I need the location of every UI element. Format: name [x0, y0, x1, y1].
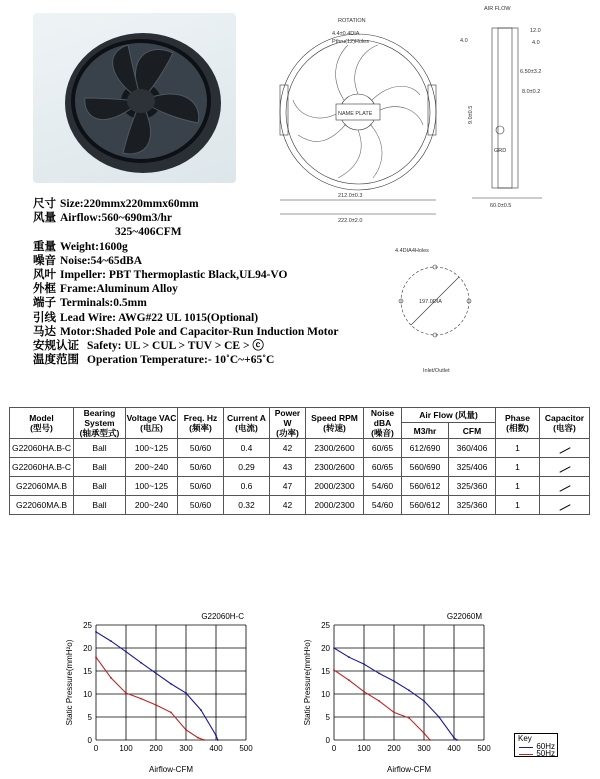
capacitor-symbol-icon — [559, 504, 570, 511]
performance-chart-h — [60, 605, 280, 775]
y-tick-label: 10 — [83, 690, 92, 699]
spec-label-cn: 尺寸 — [33, 198, 56, 210]
spec-row — [33, 211, 373, 225]
y-tick-label: 10 — [321, 690, 330, 699]
spec-label-cn: 引线 — [33, 311, 56, 324]
table-row — [10, 496, 590, 515]
data-point — [408, 717, 410, 719]
data-point — [393, 680, 395, 682]
spec-row — [33, 268, 373, 282]
data-point — [215, 735, 217, 737]
hole-count: Pthru(12)Holes — [332, 39, 369, 45]
table-cell: 612/690 — [402, 439, 449, 458]
th-model: Model (型号) — [10, 408, 74, 439]
spec-row — [33, 325, 373, 339]
table-cell: 60/65 — [364, 458, 402, 477]
table-cell: 325/360 — [449, 496, 496, 515]
x-tick-label: 300 — [179, 744, 193, 753]
th-capacitor: Capacitor (电容) — [540, 408, 590, 439]
x-tick-label: 0 — [93, 744, 99, 753]
spec-label-cn: 风叶 — [33, 268, 56, 281]
table-cell: 1 — [496, 458, 540, 477]
data-point — [438, 716, 440, 718]
spec-label-cn: 噪音 — [33, 254, 56, 267]
table-cell: 560/690 — [402, 458, 449, 477]
data-point — [363, 691, 365, 693]
table-cell: 2000/2300 — [306, 477, 364, 496]
spec-row — [33, 311, 373, 325]
spec-row — [33, 296, 373, 310]
spec-value: Noise:54~65dBA — [60, 254, 143, 267]
data-point — [217, 739, 219, 741]
table-cell: Ball — [74, 458, 126, 477]
x-axis-label: Airflow-CFM — [149, 765, 193, 774]
table-cell: 2000/2300 — [306, 496, 364, 515]
data-point — [333, 669, 335, 671]
x-axis-label: Airflow-CFM — [387, 765, 431, 774]
x-tick-label: 200 — [149, 744, 163, 753]
spec-table — [9, 407, 590, 515]
y-tick-label: 15 — [321, 667, 330, 676]
spec-row — [33, 254, 373, 268]
spec-label-cn: 马达 — [33, 325, 56, 338]
th-phase: Phase (相数) — [496, 408, 540, 439]
table-cell: 100~125 — [126, 439, 178, 458]
table-cell: 43 — [270, 458, 306, 477]
chart-key — [514, 733, 558, 757]
table-cell: 1 — [496, 496, 540, 515]
data-point — [348, 679, 350, 681]
y-tick-label: 0 — [325, 736, 330, 745]
table-cell: 0.29 — [224, 458, 270, 477]
spec-row — [33, 353, 373, 367]
data-point — [203, 739, 205, 741]
table-cell: 2300/2600 — [306, 458, 364, 477]
table-cell: 0.6 — [224, 477, 270, 496]
dim-212: 212.0±0.3 — [338, 193, 363, 199]
table-row — [10, 477, 590, 496]
data-point — [95, 631, 97, 633]
spec-label-cn: 温度范围 — [33, 354, 79, 367]
front-view-drawing — [268, 0, 448, 230]
data-point — [185, 729, 187, 731]
spec-row — [33, 197, 373, 211]
th-freq: Freq. Hz (频率) — [178, 408, 224, 439]
data-point — [155, 704, 157, 706]
mounting-hole-drawing — [375, 238, 495, 378]
th-speed: Speed RPM (转速) — [306, 408, 364, 439]
data-point — [429, 739, 431, 741]
table-row — [10, 458, 590, 477]
data-point — [197, 737, 199, 739]
spec-value: Motor:Shaded Pole and Capacitor-Run Induction Motor — [60, 325, 339, 338]
table-cell: 200~240 — [126, 458, 178, 477]
spec-value: Frame:Aluminum Alloy — [60, 283, 178, 296]
data-point — [185, 692, 187, 694]
dim-60: 60.0±0.5 — [490, 203, 512, 209]
spec-row — [33, 339, 373, 353]
data-point — [110, 640, 112, 642]
data-point — [453, 737, 455, 739]
spec-label-cn: 重量 — [33, 240, 56, 253]
dim-650: 6.50±3.2 — [520, 69, 542, 75]
th-airflow: Air Flow (风量) — [402, 408, 496, 423]
table-cell: 54/60 — [364, 496, 402, 515]
x-tick-label: 100 — [119, 744, 133, 753]
dim-90: 9.0±0.5 — [468, 105, 474, 124]
data-point — [393, 712, 395, 714]
air-flow-label: AIR FLOW — [484, 6, 511, 12]
key-line-50hz — [519, 754, 533, 755]
y-tick-label: 5 — [87, 713, 92, 722]
table-cell: G22060HA.B-C — [10, 439, 74, 458]
data-point — [125, 692, 127, 694]
chart-key-title: Key — [518, 734, 532, 743]
table-cell: 50/60 — [178, 496, 224, 515]
th-bearing: Bearing System (轴承型式) — [74, 408, 126, 439]
spec-value: Terminals:0.5mm — [60, 297, 147, 310]
y-tick-label: 0 — [87, 736, 92, 745]
chart-title: G22060H-C — [201, 612, 244, 621]
dim-4a: 4.0 — [460, 38, 468, 44]
y-tick-label: 20 — [321, 644, 330, 653]
capacitor-cell — [540, 458, 590, 477]
table-cell: 360/406 — [449, 439, 496, 458]
spec-row — [33, 240, 373, 254]
table-cell: 47 — [270, 477, 306, 496]
y-tick-label: 15 — [83, 667, 92, 676]
name-plate-label: NAME PLATE — [338, 111, 373, 117]
y-axis-label: Static Pressure(mmH²o) — [65, 639, 74, 726]
x-tick-label: 0 — [331, 744, 337, 753]
table-cell: 54/60 — [364, 477, 402, 496]
spec-value: Safety: UL > CUL > TUV > CE > ⓒ — [87, 339, 264, 352]
th-current: Current A (电流) — [224, 408, 270, 439]
spec-value: 325~406CFM — [115, 226, 182, 239]
data-point — [200, 709, 202, 711]
spec-list — [33, 197, 373, 367]
table-cell: 1 — [496, 439, 540, 458]
x-tick-label: 400 — [209, 744, 223, 753]
data-point — [423, 732, 425, 734]
data-point — [456, 739, 458, 741]
data-point — [408, 689, 410, 691]
capacitor-symbol-icon — [559, 485, 570, 492]
table-cell: G22060MA.B — [10, 477, 74, 496]
chart-title: G22060M — [446, 612, 482, 621]
dim-12: 12.0 — [530, 28, 541, 34]
dim-222: 222.0±2.0 — [338, 218, 363, 224]
table-cell: 325/406 — [449, 458, 496, 477]
table-cell: Ball — [74, 477, 126, 496]
mount-dia-label: 197.0DIA — [419, 299, 442, 305]
data-point — [155, 672, 157, 674]
grd-label: GRD — [494, 148, 507, 154]
capacitor-symbol-icon — [559, 447, 570, 454]
table-cell: 42 — [270, 439, 306, 458]
data-point — [170, 712, 172, 714]
key-line-60hz — [519, 747, 533, 748]
data-point — [363, 663, 365, 665]
x-tick-label: 500 — [477, 744, 491, 753]
y-tick-label: 5 — [325, 713, 330, 722]
x-tick-label: 500 — [239, 744, 253, 753]
mount-holes-label: 4.4DIA4Holes — [395, 248, 429, 254]
spec-label-cn: 安规认证 — [33, 339, 79, 352]
data-point — [140, 698, 142, 700]
hole-note: 4.4±0.4DIA — [332, 31, 360, 37]
x-tick-label: 100 — [357, 744, 371, 753]
spec-value: Lead Wire: AWG#22 UL 1015(Optional) — [60, 311, 259, 324]
table-cell: 200~240 — [126, 496, 178, 515]
y-tick-label: 25 — [321, 621, 330, 630]
x-tick-label: 300 — [417, 744, 431, 753]
spec-value: Impeller: PBT Thermoplastic Black,UL94-VO — [60, 268, 288, 281]
table-cell: G22060MA.B — [10, 496, 74, 515]
chart-key-60hz: 60Hz — [536, 742, 555, 751]
capacitor-cell — [540, 496, 590, 515]
rotation-label: ROTATION — [338, 18, 366, 24]
th-noise: Noise dBA (噪音) — [364, 408, 402, 439]
x-tick-label: 200 — [387, 744, 401, 753]
data-point — [170, 683, 172, 685]
table-cell: 50/60 — [178, 477, 224, 496]
spec-label-cn: 风量 — [33, 212, 56, 225]
data-point — [95, 656, 97, 658]
table-cell: 560/612 — [402, 477, 449, 496]
capacitor-cell — [540, 439, 590, 458]
table-cell: 0.32 — [224, 496, 270, 515]
spec-value: Airflow:560~690m3/hr — [60, 212, 173, 225]
data-point — [110, 677, 112, 679]
table-cell: 2300/2600 — [306, 439, 364, 458]
capacitor-symbol-icon — [559, 466, 570, 473]
th-m3hr: M3/hr — [402, 423, 449, 439]
dim-8: 8.0±0.2 — [522, 89, 541, 95]
side-view-drawing — [452, 0, 572, 220]
table-cell: 100~125 — [126, 477, 178, 496]
x-tick-label: 400 — [447, 744, 461, 753]
table-cell: 560/612 — [402, 496, 449, 515]
table-cell: G22060HA.B-C — [10, 458, 74, 477]
table-cell: 1 — [496, 477, 540, 496]
chart-key-50hz: 50Hz — [536, 749, 555, 758]
table-cell: 50/60 — [178, 458, 224, 477]
spec-row — [33, 282, 373, 296]
table-cell: Ball — [74, 439, 126, 458]
spec-row — [33, 225, 373, 239]
table-cell: Ball — [74, 496, 126, 515]
spec-label-cn: 外框 — [33, 283, 56, 296]
y-tick-label: 20 — [83, 644, 92, 653]
th-cfm: CFM — [449, 423, 496, 439]
y-axis-label: Static Pressure(mmH²o) — [303, 639, 312, 726]
data-point — [333, 647, 335, 649]
th-power: Power W (功率) — [270, 408, 306, 439]
spec-label-cn: 端子 — [33, 297, 56, 310]
data-point — [348, 656, 350, 658]
table-cell: 60/65 — [364, 439, 402, 458]
fan-product-photo — [33, 13, 236, 183]
inlet-outlet-label: Inlet/Outlet — [423, 368, 450, 374]
spec-value: Weight:1600g — [60, 240, 128, 253]
y-tick-label: 25 — [83, 621, 92, 630]
table-cell: 325/360 — [449, 477, 496, 496]
data-point — [125, 651, 127, 653]
th-voltage: Voltage VAC (电压) — [126, 408, 178, 439]
performance-chart-m — [298, 605, 518, 775]
table-row — [10, 439, 590, 458]
data-point — [378, 700, 380, 702]
table-cell: 0.4 — [224, 439, 270, 458]
data-point — [378, 672, 380, 674]
data-point — [140, 662, 142, 664]
dim-4b: 4.0 — [532, 40, 540, 46]
table-cell: 50/60 — [178, 439, 224, 458]
spec-value: Size:220mmx220mmx60mm — [60, 198, 199, 210]
data-point — [423, 700, 425, 702]
capacitor-cell — [540, 477, 590, 496]
spec-value: Operation Temperature:- 10˚C~+65˚C — [87, 354, 275, 367]
table-cell: 42 — [270, 496, 306, 515]
